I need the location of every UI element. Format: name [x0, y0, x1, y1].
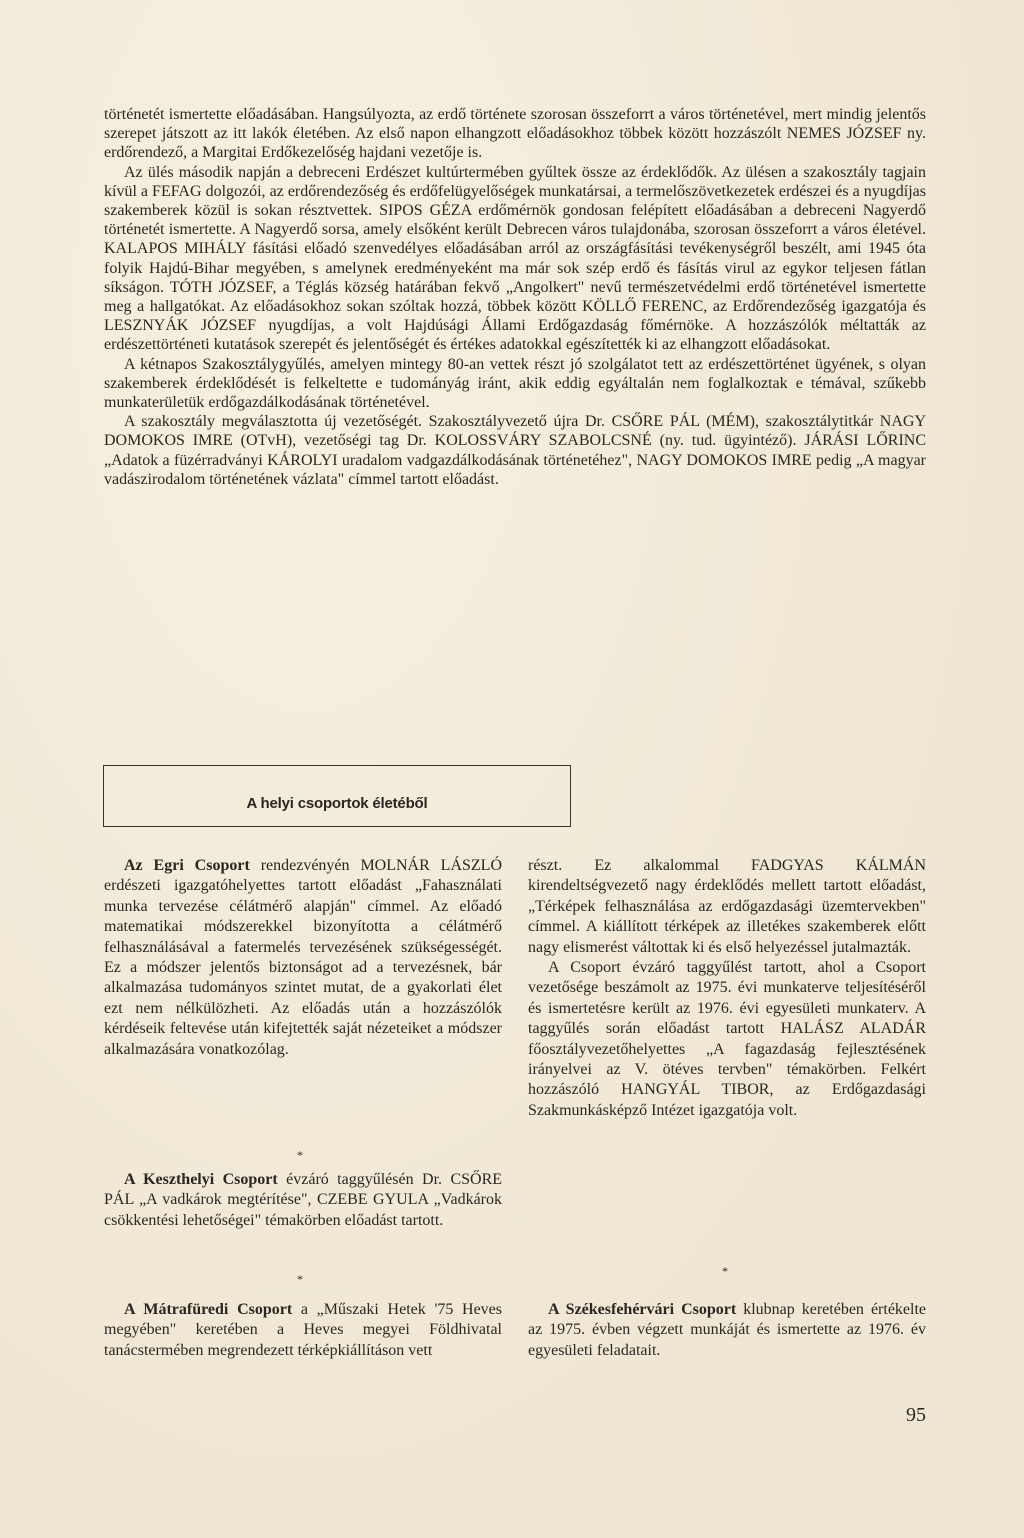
egri-paragraph [104, 856, 502, 1060]
keszthelyi-paragraph [104, 1170, 502, 1231]
szekesfehervari-block [528, 1300, 926, 1361]
paragraph: A Csoport évzáró taggyűlést tartott, ahol a Csoport vezetősége beszámolt az 1975. évi munkaterve teljesítéséről és ismertetésre került az 1976. évi egyesületi munkaterv. A taggyűlés során előadást tartott HALÁSZ ALADÁR főosztályvezetőhelyettes „A fagazdaság fejlesztésének irányelvei az V. ötéves tervben" témakörben. Felkért hozzászóló HANGYÁL TIBOR, az Erdőgazdasági Szakmunkásképző Intézet igazgatója volt. [528, 959, 926, 1119]
section-title: A helyi csoportok életéből [246, 794, 428, 812]
right-column [528, 856, 926, 1121]
szekesfehervari-paragraph [528, 1300, 926, 1361]
separator-star: * [297, 1148, 303, 1162]
paragraph: Az ülés második napján a debreceni Erdészet kultúrtermében gyűltek össze az érdeklődők. Az ülésen a szakosztály tagjain kívül a FEFAG dolgozói, az erdőrendezőség és erdőfelügyelőségek munkatársai, a termelőszövetkezetek erdészei és a nyugdíjas szakemberek közül is sokan résztvettek. SIPOS GÉZA erdőmérnök gondosan felépített előadásában a debreceni Nagyerdő történetét ismertette. A Nagyerdő sorsa, amely elsőként került Debrecen város tulajdonába, szorosan összeforrt a város életével. KALAPOS MIHÁLY fásítási előadó szenvedélyes előadásában arról az országfásítási tevékenységről beszélt, ami 1945 óta folyik Hajdú-Bihar megyében, s amelynek eredményeként ma már sok szép erdő és fásítás virul az egykor teljesen fátlan síkságon. TÓTH JÓZSEF, a Téglás község határában fekvő „Angolkert" nevű természetvédelmi erdő történetével ismertette meg a hallgatókat. Az előadásokhoz sokan szóltak hozzá, többek között KÖLLŐ FERENC, az Erdőrendezőség igazgatója és LESZNYÁK JÓZSEF nyugdíjas, a volt Hajdúsági Állami Erdőgazdaság főmérnöke. A hozzászólók méltatták az erdészettörténeti kutatások szerepét és jelentőségét és értékes adatokkal egészítették ki az elhangzott előadásokat. [104, 163, 926, 354]
paragraph: részt. Ez alkalommal FADGYAS KÁLMÁN kirendeltségvezető nagy érdeklődés mellett tartott előadást, „Térképek felhasználása az erdőgazdasági üzemtervekben" címmel. A kiállított térképek az illetékes szakemberek előtt nagy elismerést váltottak ki és első helyezéssel jutalmazták. [528, 857, 926, 956]
paragraph: A kétnapos Szakosztálygyűlés, amelyen mintegy 80-an vettek részt jó szolgálatot tett az erdészettörténet ügyének, s olyan szakemberek érdeklődését is felkeltette e tudományág iránt, akik eddig egyáltalán nem foglalkoztak e témával, szűkebb munkaterületük erdőgazdálkodásának történetével. [104, 355, 926, 412]
top-article-text [104, 105, 926, 489]
section-heading-box [103, 765, 571, 827]
separator-star: * [297, 1272, 303, 1286]
matrafuredi-lead: A Mátrafüredi Csoport [124, 1301, 293, 1318]
egri-lead: Az Egri Csoport [124, 857, 250, 874]
keszthelyi-text: évzáró taggyűlésén Dr. CSŐRE PÁL „A vadkárok megtérítése", CZEBE GYULA „Vadkárok csökkentési lehetőségei" témakörben előadást tartott. [104, 1171, 503, 1229]
keszthelyi-block [104, 1170, 502, 1231]
left-column [104, 856, 502, 1060]
separator-star: * [722, 1264, 728, 1278]
egri-text: rendezvényén MOLNÁR LÁSZLÓ erdészeti igazgatóhelyettes tartott előadást „Fahasználati munka tervezése célátmérő alapján" címmel. Az előadó matematikai módszerekkel bizonyította a célátmérő felhasználásával a fatermelés tervezésének szükségességét. Ez a módszer jelentős biztonságot ad a tervezésnek, bár alkalmazása tudományos szintet mutat, de a gyakorlati élet ezt nem nélkülözheti. Az előadás után a hozzászólók kérdéseik feltevése után kifejtették saját nézeteiket a módszer alkalmazására vonatkozólag. [104, 857, 503, 1058]
matrafuredi-block [104, 1300, 502, 1361]
page-number: 95 [906, 1404, 926, 1426]
szekesfehervari-text: klubnap keretében értékelte az 1975. évben végzett munkáját és ismertette az 1976. év egyesületi feladatait. [528, 1301, 927, 1359]
matrafuredi-text: a „Műszaki Hetek '75 Heves megyében" keretében a Heves megyei Földhivatal tanácstermében megrendezett térképkiállításon vett [104, 1301, 503, 1359]
matrafuredi-paragraph [104, 1300, 502, 1361]
szekesfehervari-lead: A Székesfehérvári Csoport [548, 1301, 737, 1318]
keszthelyi-lead: A Keszthelyi Csoport [124, 1171, 278, 1188]
paragraph: történetét ismertette előadásában. Hangsúlyozta, az erdő története szorosan összeforrt a város történetével, mert mindig jelentős szerepet játszott az itt lakók életében. Az első napon elhangzott előadásokhoz többek között hozzászólt NEMES JÓZSEF ny. erdőrendező, a Margitai Erdőkezelőség hajdani vezetője is. [104, 106, 926, 162]
paragraph: A szakosztály megválasztotta új vezetőségét. Szakosztályvezető újra Dr. CSŐRE PÁL (MÉM), szakosztálytitkár NAGY DOMOKOS IMRE (OTvH), vezetőségi tag Dr. KOLOSSVÁRY SZABOLCSNÉ (ny. tud. ügyintéző). JÁRÁSI LŐRINC „Adatok a füzérradványi KÁROLYI uradalom vadgazdálkodásának történetéhez", NAGY DOMOKOS IMRE pedig „A magyar vadászirodalom történetének vázlata" címmel tartott előadást. [104, 413, 926, 488]
